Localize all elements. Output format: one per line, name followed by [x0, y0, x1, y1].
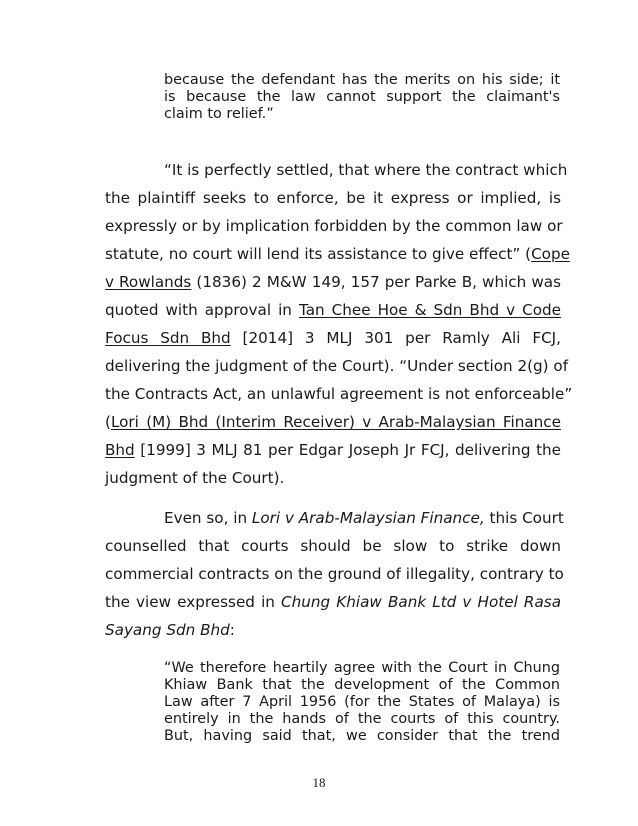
quote-line: Khiaw Bank that the development of the Common — [164, 677, 560, 693]
case-name-italic: Sayang Sdn Bhd — [105, 621, 230, 639]
paragraph-line — [105, 328, 561, 348]
line-text: (1836) 2 M&W 149, 157 per Parke B, which was — [191, 273, 561, 291]
case-citation-lori-bhd: Bhd — [105, 441, 135, 459]
paragraph-line: counselled that courts should be slow to strike down — [105, 537, 561, 555]
paragraph-line — [105, 272, 561, 292]
block-quote-continuation — [164, 72, 560, 123]
paragraph-line — [105, 244, 570, 264]
quote-line: entirely in the hands of the courts of this country. — [164, 711, 560, 727]
line-text: [2014] 3 MLJ 301 per Ramly Ali FCJ, — [230, 329, 561, 347]
paragraph-line: judgment of the Court). — [105, 469, 285, 487]
quote-line: because the defendant has the merits on his side; it — [164, 72, 560, 88]
paragraph-line — [105, 440, 561, 460]
line-text: ( — [105, 413, 111, 431]
paragraph-line — [105, 412, 561, 432]
paragraph-line — [105, 592, 561, 612]
quote-line: But, having said that, we consider that the trend — [164, 728, 560, 744]
line-text: the view expressed in — [105, 593, 282, 611]
paragraph-line: the Contracts Act, an unlawful agreement is not enforceable” — [105, 385, 573, 403]
paragraph-line — [164, 508, 564, 528]
line-text: [1999] 3 MLJ 81 per Edgar Joseph Jr FCJ, delivering the — [134, 441, 561, 459]
quote-line: is because the law cannot support the claimant's — [164, 89, 560, 105]
line-text: quoted with approval in — [105, 301, 299, 319]
case-citation-tan-chee-hoe: Tan Chee Hoe & Sdn Bhd v Code — [298, 301, 562, 319]
case-citation-cope: Cope — [531, 245, 570, 263]
paragraph-line: expressly or by implication forbidden by the common law or — [105, 217, 563, 235]
quote-line: “We therefore heartily agree with the Court in Chung — [164, 660, 560, 676]
paragraph-line — [105, 620, 561, 640]
line-text: this Court — [484, 509, 564, 527]
paragraph-line: “It is perfectly settled, that where the contract which — [164, 161, 568, 179]
case-name-italic: Chung Khiaw Bank Ltd v Hotel Rasa — [281, 593, 561, 611]
line-text: : — [229, 621, 235, 639]
case-citation-rowlands: v Rowlands — [105, 273, 192, 291]
page-number: 18 — [312, 775, 326, 790]
line-text: statute, no court will lend its assistance to give effect” ( — [105, 245, 532, 263]
quote-line: Law after 7 April 1956 (for the States of Malaya) is — [164, 694, 560, 710]
case-name-italic: Lori v Arab-Malaysian Finance, — [251, 509, 485, 527]
paragraph-line: commercial contracts on the ground of illegality, contrary to — [105, 565, 564, 583]
line-text: Even so, in — [164, 509, 252, 527]
case-citation-lori: Lori (M) Bhd (Interim Receiver) v Arab-Malaysian Finance — [110, 413, 561, 431]
paragraph-line: delivering the judgment of the Court). “Under section 2(g) of — [105, 357, 569, 375]
paragraph-line: the plaintiff seeks to enforce, be it express or implied, is — [105, 189, 561, 207]
case-citation-focus: Focus Sdn Bhd — [105, 329, 231, 347]
paragraph-line — [105, 300, 561, 320]
quote-line: claim to relief.” — [164, 106, 274, 122]
block-quote-chung-khiaw — [164, 660, 560, 745]
